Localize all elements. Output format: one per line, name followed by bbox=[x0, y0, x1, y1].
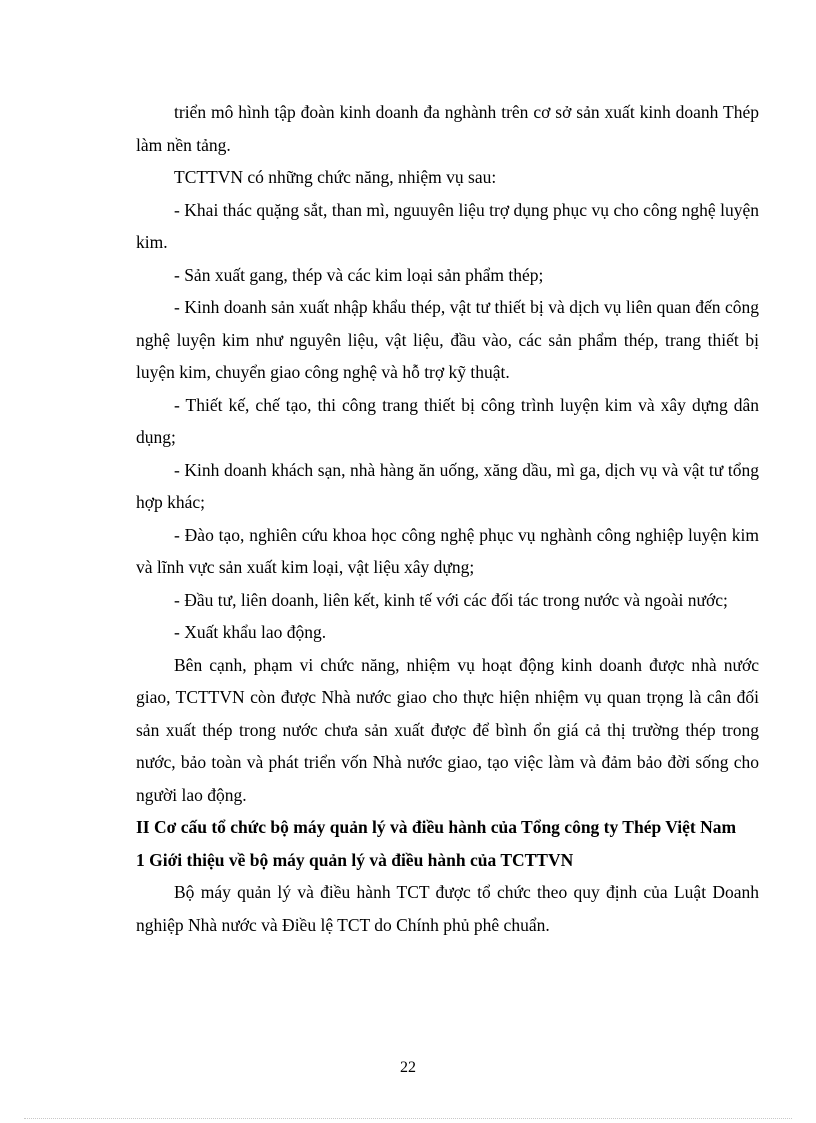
list-item-production: - Sản xuất gang, thép và các kim loại sản phẩm thép; bbox=[174, 264, 544, 285]
list-item-design: - Thiết kế, chế tạo, thi công trang thiết bị công trình luyện kim và xây dựng dân dụng; bbox=[136, 394, 759, 447]
list-item-mining: - Khai thác quặng sắt, than mì, nguuyên liệu trợ dụng phục vụ cho công nghệ luyện kim. bbox=[136, 199, 759, 252]
list-item-trading: - Kinh doanh sản xuất nhập khẩu thép, vật tư thiết bị và dịch vụ liên quan đến công nghệ luyện kim như nguyên liệu, vật liệu, đầu vào, các sản phẩm thép, trang thiết bị luyện kim, chuyển giao công nghệ và hỗ trợ kỹ thuật. bbox=[136, 297, 759, 382]
paragraph-continuation: triển mô hình tập đoàn kinh doanh đa nghành trên cơ sở sản xuất kinh doanh Thép làm nền tảng. bbox=[136, 102, 759, 155]
footer-divider bbox=[24, 1118, 792, 1119]
subsection-heading: 1 Giới thiệu về bộ máy quản lý và điều hành của TCTTVN bbox=[136, 849, 574, 870]
page-body bbox=[136, 96, 759, 941]
paragraph-functions-intro: TCTTVN có những chức năng, nhiệm vụ sau: bbox=[174, 167, 497, 187]
section-heading: II Cơ cấu tổ chức bộ máy quản lý và điều hành của Tổng công ty Thép Việt Nam bbox=[136, 817, 737, 837]
list-item-training: - Đào tạo, nghiên cứu khoa học công nghệ phục vụ nghành công nghiệp luyện kim và lĩnh vực sản xuất kim loại, vật liệu xây dựng; bbox=[136, 524, 759, 577]
page-number: 22 bbox=[400, 1059, 416, 1076]
paragraph-management: Bộ máy quản lý và điều hành TCT được tổ chức theo quy định của Luật Doanh nghiệp Nhà nước và Điều lệ TCT do Chính phủ phê chuẩn. bbox=[136, 882, 759, 935]
list-item-hospitality: - Kinh doanh khách sạn, nhà hàng ăn uống, xăng dầu, mì ga, dịch vụ và vật tư tổng hợp khác; bbox=[136, 459, 759, 512]
list-item-investment: - Đầu tư, liên doanh, liên kết, kinh tế với các đối tác trong nước và ngoài nước; bbox=[174, 589, 728, 610]
paragraph-additional-duties: Bên cạnh, phạm vi chức năng, nhiệm vụ hoạt động kinh doanh được nhà nước giao, TCTTVN còn được Nhà nước giao cho thực hiện nhiệm vụ quan trọng là cân đối sản xuất thép trong nước chưa sản xuất được để bình ổn giá cả thị trường thép trong nước, bảo toàn và phát triển vốn Nhà nước giao, tạo việc làm và đảm bảo đời sống cho người lao động. bbox=[136, 654, 759, 805]
list-item-labor-export: - Xuất khẩu lao động. bbox=[174, 622, 327, 642]
